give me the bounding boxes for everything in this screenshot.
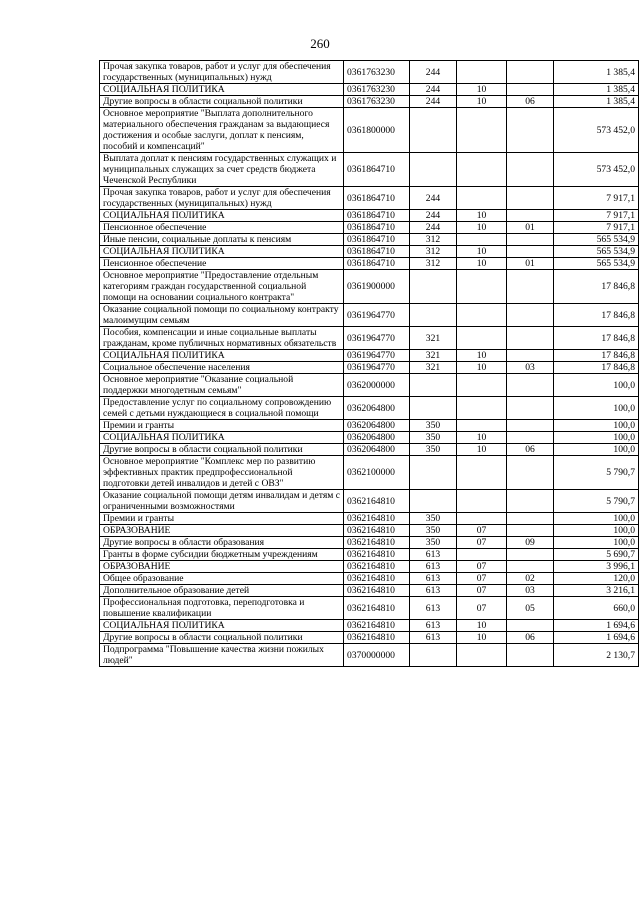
expense-type-cell: 613 [410, 585, 457, 597]
expense-type-cell [410, 456, 457, 490]
item-name-cell: Прочая закупка товаров, работ и услуг для обеспечения государственных (муниципальных) нужд [100, 187, 344, 210]
expense-type-cell: 613 [410, 549, 457, 561]
expense-type-cell [410, 304, 457, 327]
expense-type-cell: 613 [410, 632, 457, 644]
section-cell: 10 [457, 632, 507, 644]
subsection-cell [507, 84, 554, 96]
item-name-cell: Основное мероприятие "Выплата дополнительного материального обеспечения гражданам за выдающиеся достижения и особые заслуги, доплат к пенсиям, пособий и компенсаций" [100, 108, 344, 153]
target-article-cell: 0361964770 [344, 350, 410, 362]
expense-type-cell: 613 [410, 573, 457, 585]
expense-type-cell: 350 [410, 537, 457, 549]
table-row [100, 397, 639, 420]
item-name-cell: СОЦИАЛЬНАЯ ПОЛИТИКА [100, 84, 344, 96]
table-row [100, 246, 639, 258]
table-row [100, 61, 639, 84]
table-row [100, 362, 639, 374]
subsection-cell: 02 [507, 573, 554, 585]
item-name-cell: СОЦИАЛЬНАЯ ПОЛИТИКА [100, 350, 344, 362]
subsection-cell [507, 374, 554, 397]
table-row [100, 573, 639, 585]
amount-cell: 5 690,7 [554, 549, 639, 561]
amount-cell: 1 694,6 [554, 632, 639, 644]
expense-type-cell: 350 [410, 444, 457, 456]
target-article-cell: 0361864710 [344, 153, 410, 187]
table-row [100, 304, 639, 327]
expense-type-cell [410, 397, 457, 420]
expense-type-cell: 350 [410, 525, 457, 537]
target-article-cell: 0361864710 [344, 246, 410, 258]
item-name-cell: ОБРАЗОВАНИЕ [100, 525, 344, 537]
target-article-cell: 0362164810 [344, 632, 410, 644]
subsection-cell [507, 234, 554, 246]
section-cell [457, 270, 507, 304]
target-article-cell: 0362164810 [344, 620, 410, 632]
expense-type-cell: 244 [410, 96, 457, 108]
section-cell: 07 [457, 525, 507, 537]
subsection-cell: 01 [507, 222, 554, 234]
subsection-cell: 01 [507, 258, 554, 270]
subsection-cell [507, 525, 554, 537]
amount-cell: 565 534,9 [554, 258, 639, 270]
table-row [100, 585, 639, 597]
amount-cell: 3 996,1 [554, 561, 639, 573]
section-cell [457, 327, 507, 350]
table-row [100, 561, 639, 573]
item-name-cell: Другие вопросы в области социальной политики [100, 632, 344, 644]
subsection-cell [507, 549, 554, 561]
amount-cell: 7 917,1 [554, 187, 639, 210]
item-name-cell: СОЦИАЛЬНАЯ ПОЛИТИКА [100, 620, 344, 632]
expense-type-cell: 350 [410, 432, 457, 444]
subsection-cell: 03 [507, 362, 554, 374]
amount-cell: 5 790,7 [554, 456, 639, 490]
item-name-cell: Профессиональная подготовка, переподготовка и повышение квалификации [100, 597, 344, 620]
section-cell: 07 [457, 585, 507, 597]
target-article-cell: 0362064800 [344, 397, 410, 420]
expense-type-cell: 244 [410, 84, 457, 96]
expense-type-cell: 244 [410, 210, 457, 222]
item-name-cell: Другие вопросы в области социальной политики [100, 444, 344, 456]
expense-type-cell: 312 [410, 246, 457, 258]
subsection-cell [507, 620, 554, 632]
target-article-cell: 0361964770 [344, 304, 410, 327]
section-cell [457, 153, 507, 187]
amount-cell: 100,0 [554, 374, 639, 397]
target-article-cell: 0362164810 [344, 525, 410, 537]
amount-cell: 100,0 [554, 397, 639, 420]
item-name-cell: Оказание социальной помощи по социальному контракту малоимущим семьям [100, 304, 344, 327]
section-cell [457, 490, 507, 513]
expense-type-cell [410, 374, 457, 397]
subsection-cell [507, 270, 554, 304]
amount-cell: 17 846,8 [554, 304, 639, 327]
target-article-cell: 0362100000 [344, 456, 410, 490]
section-cell: 07 [457, 561, 507, 573]
target-article-cell: 0362164810 [344, 573, 410, 585]
item-name-cell: Оказание социальной помощи детям инвалидам и детям с ограниченными возможностями [100, 490, 344, 513]
section-cell: 10 [457, 432, 507, 444]
target-article-cell: 0361964770 [344, 327, 410, 350]
amount-cell: 17 846,8 [554, 327, 639, 350]
item-name-cell: Прочая закупка товаров, работ и услуг для обеспечения государственных (муниципальных) нужд [100, 61, 344, 84]
table-row [100, 632, 639, 644]
item-name-cell: Основное мероприятие "Предоставление отдельным категориям граждан государственной социальной помощи на основании социального контракта" [100, 270, 344, 304]
amount-cell: 660,0 [554, 597, 639, 620]
target-article-cell: 0361864710 [344, 222, 410, 234]
amount-cell: 1 385,4 [554, 84, 639, 96]
expense-type-cell: 321 [410, 327, 457, 350]
subsection-cell [507, 187, 554, 210]
subsection-cell [507, 644, 554, 667]
section-cell: 10 [457, 84, 507, 96]
table-row [100, 620, 639, 632]
expense-type-cell: 350 [410, 420, 457, 432]
subsection-cell [507, 61, 554, 84]
subsection-cell: 06 [507, 96, 554, 108]
item-name-cell: Иные пенсии, социальные доплаты к пенсиям [100, 234, 344, 246]
budget-table-body [100, 61, 639, 667]
subsection-cell [507, 513, 554, 525]
item-name-cell: Предоставление услуг по социальному сопровождению семей с детьми нуждающиеся в социальной помощи [100, 397, 344, 420]
table-row [100, 644, 639, 667]
expense-type-cell [410, 270, 457, 304]
section-cell [457, 644, 507, 667]
amount-cell: 1 385,4 [554, 96, 639, 108]
table-row [100, 96, 639, 108]
table-row [100, 258, 639, 270]
table-row [100, 444, 639, 456]
expense-type-cell [410, 153, 457, 187]
table-row [100, 490, 639, 513]
target-article-cell: 0362164810 [344, 561, 410, 573]
target-article-cell: 0362064800 [344, 420, 410, 432]
table-row [100, 456, 639, 490]
table-row [100, 270, 639, 304]
amount-cell: 5 790,7 [554, 490, 639, 513]
expense-type-cell: 321 [410, 362, 457, 374]
expense-type-cell: 613 [410, 620, 457, 632]
amount-cell: 7 917,1 [554, 210, 639, 222]
table-row [100, 597, 639, 620]
target-article-cell: 0370000000 [344, 644, 410, 667]
table-row [100, 153, 639, 187]
section-cell: 10 [457, 210, 507, 222]
amount-cell: 3 216,1 [554, 585, 639, 597]
page-number: 260 [310, 36, 330, 51]
subsection-cell [507, 561, 554, 573]
expense-type-cell: 350 [410, 513, 457, 525]
expense-type-cell [410, 108, 457, 153]
subsection-cell [507, 210, 554, 222]
subsection-cell [507, 420, 554, 432]
subsection-cell: 03 [507, 585, 554, 597]
table-row [100, 350, 639, 362]
target-article-cell: 0361800000 [344, 108, 410, 153]
section-cell: 07 [457, 537, 507, 549]
table-row [100, 234, 639, 246]
amount-cell: 2 130,7 [554, 644, 639, 667]
item-name-cell: Дополнительное образование детей [100, 585, 344, 597]
expense-type-cell [410, 490, 457, 513]
target-article-cell: 0362164810 [344, 549, 410, 561]
expense-type-cell: 312 [410, 258, 457, 270]
subsection-cell: 09 [507, 537, 554, 549]
target-article-cell: 0362164810 [344, 537, 410, 549]
target-article-cell: 0361864710 [344, 234, 410, 246]
budget-table [99, 60, 639, 667]
section-cell [457, 420, 507, 432]
target-article-cell: 0362000000 [344, 374, 410, 397]
section-cell [457, 187, 507, 210]
item-name-cell: Основное мероприятие "Комплекс мер по развитию эффективных практик предпрофессиональной подготовки детей инвалидов и детей с ОВЗ" [100, 456, 344, 490]
table-row [100, 327, 639, 350]
table-row [100, 222, 639, 234]
section-cell [457, 234, 507, 246]
amount-cell: 17 846,8 [554, 362, 639, 374]
section-cell: 10 [457, 350, 507, 362]
expense-type-cell: 321 [410, 350, 457, 362]
amount-cell: 100,0 [554, 432, 639, 444]
subsection-cell [507, 153, 554, 187]
section-cell [457, 549, 507, 561]
amount-cell: 100,0 [554, 420, 639, 432]
target-article-cell: 0362064800 [344, 432, 410, 444]
amount-cell: 17 846,8 [554, 270, 639, 304]
amount-cell: 565 534,9 [554, 246, 639, 258]
table-row [100, 108, 639, 153]
table-row [100, 432, 639, 444]
target-article-cell: 0361763230 [344, 96, 410, 108]
table-row [100, 537, 639, 549]
item-name-cell: Премии и гранты [100, 513, 344, 525]
table-row [100, 513, 639, 525]
amount-cell: 7 917,1 [554, 222, 639, 234]
item-name-cell: Другие вопросы в области социальной политики [100, 96, 344, 108]
target-article-cell: 0361864710 [344, 258, 410, 270]
expense-type-cell: 312 [410, 234, 457, 246]
subsection-cell: 05 [507, 597, 554, 620]
section-cell [457, 456, 507, 490]
subsection-cell [507, 397, 554, 420]
section-cell [457, 304, 507, 327]
item-name-cell: СОЦИАЛЬНАЯ ПОЛИТИКА [100, 432, 344, 444]
expense-type-cell: 244 [410, 187, 457, 210]
expense-type-cell [410, 644, 457, 667]
expense-type-cell: 613 [410, 597, 457, 620]
item-name-cell: Пенсионное обеспечение [100, 222, 344, 234]
section-cell [457, 374, 507, 397]
amount-cell: 100,0 [554, 525, 639, 537]
section-cell: 10 [457, 222, 507, 234]
section-cell: 07 [457, 573, 507, 585]
amount-cell: 1 385,4 [554, 61, 639, 84]
item-name-cell: Основное мероприятие "Оказание социальной поддержки многодетным семьям" [100, 374, 344, 397]
section-cell: 10 [457, 96, 507, 108]
section-cell [457, 397, 507, 420]
amount-cell: 573 452,0 [554, 153, 639, 187]
subsection-cell [507, 350, 554, 362]
subsection-cell: 06 [507, 444, 554, 456]
table-row [100, 374, 639, 397]
section-cell: 10 [457, 620, 507, 632]
section-cell: 10 [457, 246, 507, 258]
item-name-cell: Гранты в форме субсидии бюджетным учреждениям [100, 549, 344, 561]
target-article-cell: 0362064800 [344, 444, 410, 456]
subsection-cell [507, 432, 554, 444]
expense-type-cell: 244 [410, 61, 457, 84]
amount-cell: 100,0 [554, 513, 639, 525]
target-article-cell: 0362164810 [344, 585, 410, 597]
item-name-cell: СОЦИАЛЬНАЯ ПОЛИТИКА [100, 210, 344, 222]
section-cell: 10 [457, 362, 507, 374]
target-article-cell: 0361763230 [344, 61, 410, 84]
item-name-cell: Другие вопросы в области образования [100, 537, 344, 549]
section-cell: 10 [457, 444, 507, 456]
item-name-cell: Выплата доплат к пенсиям государственных служащих и муниципальных служащих за счет средств бюджета Чеченской Республики [100, 153, 344, 187]
subsection-cell [507, 108, 554, 153]
section-cell: 10 [457, 258, 507, 270]
amount-cell: 565 534,9 [554, 234, 639, 246]
section-cell [457, 513, 507, 525]
section-cell [457, 108, 507, 153]
item-name-cell: Пенсионное обеспечение [100, 258, 344, 270]
item-name-cell: Премии и гранты [100, 420, 344, 432]
amount-cell: 100,0 [554, 537, 639, 549]
expense-type-cell: 613 [410, 561, 457, 573]
target-article-cell: 0361964770 [344, 362, 410, 374]
subsection-cell: 06 [507, 632, 554, 644]
target-article-cell: 0361864710 [344, 187, 410, 210]
target-article-cell: 0361864710 [344, 210, 410, 222]
subsection-cell [507, 490, 554, 513]
amount-cell: 120,0 [554, 573, 639, 585]
item-name-cell: Подпрограмма "Повышение качества жизни пожилых людей" [100, 644, 344, 667]
table-row [100, 420, 639, 432]
table-row [100, 210, 639, 222]
target-article-cell: 0361900000 [344, 270, 410, 304]
table-row [100, 525, 639, 537]
item-name-cell: СОЦИАЛЬНАЯ ПОЛИТИКА [100, 246, 344, 258]
amount-cell: 100,0 [554, 444, 639, 456]
amount-cell: 573 452,0 [554, 108, 639, 153]
section-cell [457, 61, 507, 84]
section-cell: 07 [457, 597, 507, 620]
item-name-cell: Социальное обеспечение населения [100, 362, 344, 374]
target-article-cell: 0362164810 [344, 513, 410, 525]
table-row [100, 84, 639, 96]
subsection-cell [507, 327, 554, 350]
subsection-cell [507, 246, 554, 258]
item-name-cell: Общее образование [100, 573, 344, 585]
item-name-cell: ОБРАЗОВАНИЕ [100, 561, 344, 573]
amount-cell: 1 694,6 [554, 620, 639, 632]
item-name-cell: Пособия, компенсации и иные социальные выплаты гражданам, кроме публичных нормативных обязательств [100, 327, 344, 350]
table-row [100, 187, 639, 210]
amount-cell: 17 846,8 [554, 350, 639, 362]
target-article-cell: 0361763230 [344, 84, 410, 96]
subsection-cell [507, 304, 554, 327]
expense-type-cell: 244 [410, 222, 457, 234]
target-article-cell: 0362164810 [344, 597, 410, 620]
subsection-cell [507, 456, 554, 490]
table-row [100, 549, 639, 561]
target-article-cell: 0362164810 [344, 490, 410, 513]
